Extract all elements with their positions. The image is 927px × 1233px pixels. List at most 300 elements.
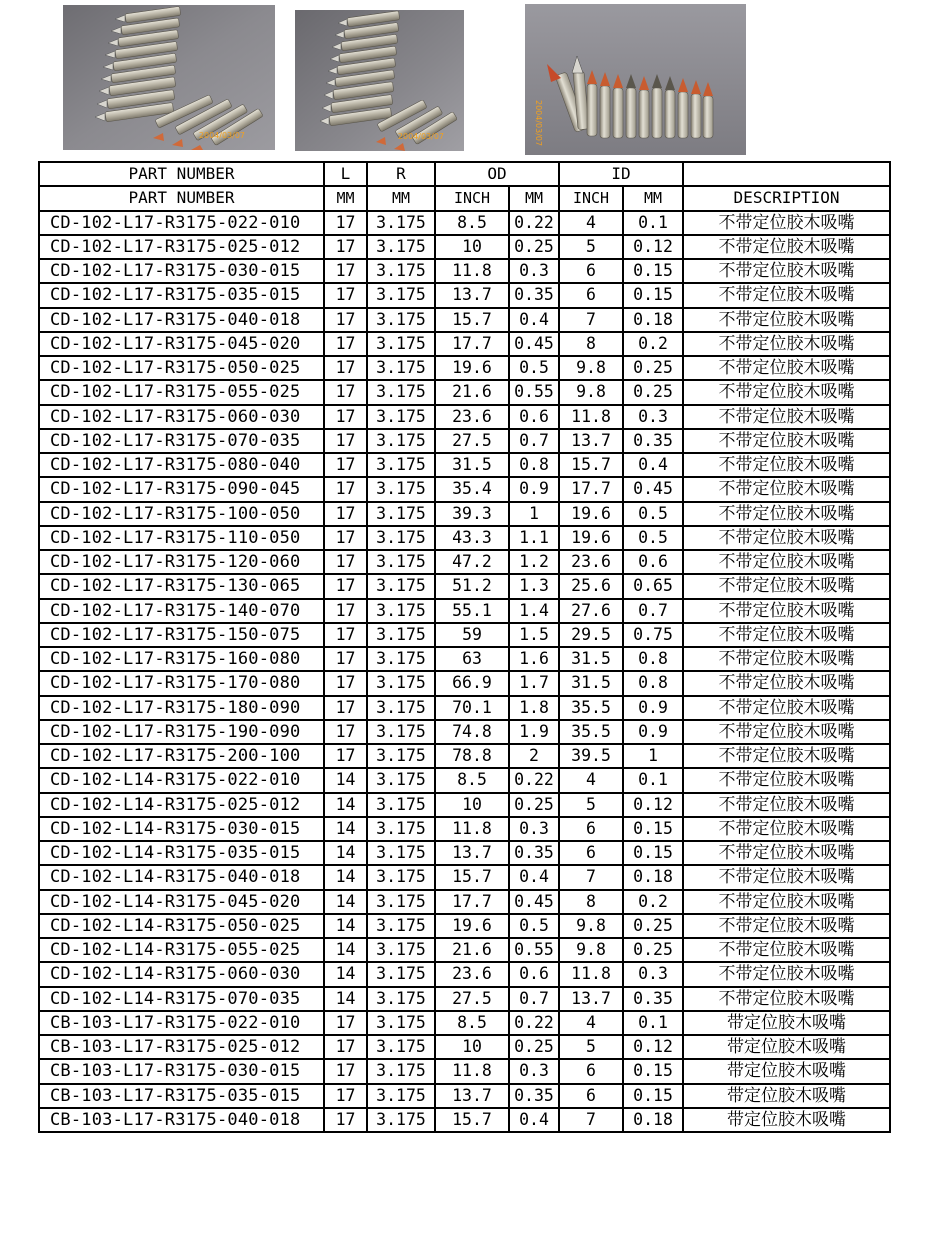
od-mm-cell: 0.55 [509, 380, 559, 404]
length-cell: 17 [324, 744, 367, 768]
r-cell: 3.175 [367, 1035, 435, 1059]
od-inch-cell: 15.7 [435, 308, 509, 332]
part-number-cell: CD-102-L17-R3175-070-035 [39, 429, 324, 453]
part-number-cell: CD-102-L14-R3175-050-025 [39, 914, 324, 938]
length-cell: 17 [324, 211, 367, 235]
description-cell: 不带定位胶木吸嘴 [683, 405, 890, 429]
header-description: DESCRIPTION [683, 186, 890, 210]
table-row [39, 502, 890, 526]
r-cell: 3.175 [367, 696, 435, 720]
r-cell: 3.175 [367, 380, 435, 404]
header-part-number: PART NUMBER [39, 162, 324, 186]
id-mm-cell: 0.3 [623, 962, 683, 986]
photo-nozzles-graphic [525, 4, 746, 155]
header-od-inch: INCH [435, 186, 509, 210]
part-number-cell: CD-102-L17-R3175-025-012 [39, 235, 324, 259]
id-inch-cell: 9.8 [559, 380, 623, 404]
id-inch-cell: 23.6 [559, 550, 623, 574]
length-cell: 17 [324, 1059, 367, 1083]
part-number-cell: CD-102-L17-R3175-140-070 [39, 599, 324, 623]
description-cell: 不带定位胶木吸嘴 [683, 477, 890, 501]
id-mm-cell: 0.2 [623, 332, 683, 356]
r-cell: 3.175 [367, 623, 435, 647]
product-photo-nozzles-closeup [295, 10, 464, 151]
r-cell: 3.175 [367, 720, 435, 744]
description-cell: 不带定位胶木吸嘴 [683, 865, 890, 889]
description-cell: 不带定位胶木吸嘴 [683, 380, 890, 404]
parts-table-body [39, 162, 890, 1132]
table-row [39, 259, 890, 283]
id-inch-cell: 19.6 [559, 502, 623, 526]
table-row [39, 696, 890, 720]
length-cell: 17 [324, 405, 367, 429]
header-id-inch: INCH [559, 186, 623, 210]
length-cell: 17 [324, 671, 367, 695]
od-mm-cell: 0.22 [509, 211, 559, 235]
r-cell: 3.175 [367, 938, 435, 962]
r-cell: 3.175 [367, 1108, 435, 1132]
od-inch-cell: 66.9 [435, 671, 509, 695]
id-inch-cell: 13.7 [559, 429, 623, 453]
description-cell: 不带定位胶木吸嘴 [683, 841, 890, 865]
id-mm-cell: 0.1 [623, 768, 683, 792]
length-cell: 14 [324, 962, 367, 986]
description-cell: 不带定位胶木吸嘴 [683, 429, 890, 453]
part-number-cell: CD-102-L17-R3175-160-080 [39, 647, 324, 671]
id-mm-cell: 0.25 [623, 356, 683, 380]
od-mm-cell: 1.8 [509, 696, 559, 720]
r-cell: 3.175 [367, 356, 435, 380]
od-mm-cell: 0.4 [509, 1108, 559, 1132]
part-number-cell: CD-102-L17-R3175-080-040 [39, 453, 324, 477]
id-mm-cell: 0.65 [623, 574, 683, 598]
id-inch-cell: 6 [559, 1084, 623, 1108]
r-cell: 3.175 [367, 502, 435, 526]
id-inch-cell: 19.6 [559, 526, 623, 550]
od-mm-cell: 0.3 [509, 259, 559, 283]
table-row [39, 453, 890, 477]
od-inch-cell: 13.7 [435, 283, 509, 307]
od-inch-cell: 10 [435, 235, 509, 259]
photo-nozzles-graphic [295, 10, 464, 151]
header-l: L [324, 162, 367, 186]
od-mm-cell: 2 [509, 744, 559, 768]
description-cell: 不带定位胶木吸嘴 [683, 768, 890, 792]
length-cell: 14 [324, 914, 367, 938]
table-row [39, 1108, 890, 1132]
od-mm-cell: 0.8 [509, 453, 559, 477]
od-mm-cell: 1.4 [509, 599, 559, 623]
table-row [39, 405, 890, 429]
od-inch-cell: 10 [435, 793, 509, 817]
description-cell: 不带定位胶木吸嘴 [683, 938, 890, 962]
description-cell: 不带定位胶木吸嘴 [683, 962, 890, 986]
part-number-cell: CD-102-L14-R3175-035-015 [39, 841, 324, 865]
length-cell: 17 [324, 696, 367, 720]
id-inch-cell: 7 [559, 865, 623, 889]
id-mm-cell: 0.6 [623, 550, 683, 574]
od-mm-cell: 0.25 [509, 793, 559, 817]
part-number-cell: CB-103-L17-R3175-035-015 [39, 1084, 324, 1108]
r-cell: 3.175 [367, 841, 435, 865]
part-number-cell: CD-102-L14-R3175-022-010 [39, 768, 324, 792]
id-mm-cell: 0.25 [623, 938, 683, 962]
id-inch-cell: 5 [559, 235, 623, 259]
length-cell: 17 [324, 502, 367, 526]
id-inch-cell: 5 [559, 1035, 623, 1059]
description-cell: 带定位胶木吸嘴 [683, 1035, 890, 1059]
table-row [39, 744, 890, 768]
id-mm-cell: 0.35 [623, 429, 683, 453]
table-row [39, 526, 890, 550]
id-inch-cell: 8 [559, 890, 623, 914]
od-mm-cell: 1.1 [509, 526, 559, 550]
od-inch-cell: 19.6 [435, 356, 509, 380]
r-cell: 3.175 [367, 308, 435, 332]
r-cell: 3.175 [367, 914, 435, 938]
id-inch-cell: 9.8 [559, 938, 623, 962]
id-mm-cell: 0.15 [623, 283, 683, 307]
id-mm-cell: 1 [623, 744, 683, 768]
r-cell: 3.175 [367, 987, 435, 1011]
id-mm-cell: 0.12 [623, 235, 683, 259]
length-cell: 14 [324, 938, 367, 962]
od-mm-cell: 0.6 [509, 405, 559, 429]
length-cell: 14 [324, 987, 367, 1011]
length-cell: 17 [324, 308, 367, 332]
od-inch-cell: 8.5 [435, 211, 509, 235]
id-mm-cell: 0.25 [623, 380, 683, 404]
length-cell: 17 [324, 1108, 367, 1132]
length-cell: 17 [324, 356, 367, 380]
product-photo-nozzles-l-shape [63, 5, 275, 150]
part-number-cell: CB-103-L17-R3175-022-010 [39, 1011, 324, 1035]
r-cell: 3.175 [367, 1084, 435, 1108]
id-inch-cell: 15.7 [559, 453, 623, 477]
od-mm-cell: 0.4 [509, 308, 559, 332]
od-inch-cell: 27.5 [435, 987, 509, 1011]
description-cell: 不带定位胶木吸嘴 [683, 356, 890, 380]
r-cell: 3.175 [367, 259, 435, 283]
part-number-cell: CB-103-L17-R3175-030-015 [39, 1059, 324, 1083]
description-cell: 不带定位胶木吸嘴 [683, 671, 890, 695]
od-mm-cell: 1.9 [509, 720, 559, 744]
id-inch-cell: 4 [559, 768, 623, 792]
r-cell: 3.175 [367, 453, 435, 477]
table-row [39, 380, 890, 404]
od-mm-cell: 0.5 [509, 914, 559, 938]
r-cell: 3.175 [367, 477, 435, 501]
table-row [39, 550, 890, 574]
od-inch-cell: 23.6 [435, 962, 509, 986]
table-row [39, 768, 890, 792]
id-inch-cell: 11.8 [559, 962, 623, 986]
od-mm-cell: 0.6 [509, 962, 559, 986]
description-cell: 不带定位胶木吸嘴 [683, 914, 890, 938]
table-row [39, 308, 890, 332]
id-mm-cell: 0.3 [623, 405, 683, 429]
part-number-cell: CD-102-L14-R3175-040-018 [39, 865, 324, 889]
od-mm-cell: 0.45 [509, 332, 559, 356]
r-cell: 3.175 [367, 235, 435, 259]
id-inch-cell: 9.8 [559, 914, 623, 938]
od-mm-cell: 1.3 [509, 574, 559, 598]
od-inch-cell: 47.2 [435, 550, 509, 574]
description-cell: 不带定位胶木吸嘴 [683, 502, 890, 526]
table-row [39, 938, 890, 962]
od-mm-cell: 1.6 [509, 647, 559, 671]
od-mm-cell: 0.7 [509, 987, 559, 1011]
od-inch-cell: 11.8 [435, 1059, 509, 1083]
part-number-cell: CB-103-L17-R3175-040-018 [39, 1108, 324, 1132]
part-number-cell: CD-102-L14-R3175-045-020 [39, 890, 324, 914]
r-cell: 3.175 [367, 890, 435, 914]
od-mm-cell: 0.22 [509, 1011, 559, 1035]
part-number-cell: CD-102-L17-R3175-200-100 [39, 744, 324, 768]
table-row [39, 356, 890, 380]
length-cell: 17 [324, 1084, 367, 1108]
id-mm-cell: 0.15 [623, 841, 683, 865]
description-cell: 带定位胶木吸嘴 [683, 1059, 890, 1083]
length-cell: 17 [324, 259, 367, 283]
table-row [39, 623, 890, 647]
table-row [39, 647, 890, 671]
id-mm-cell: 0.15 [623, 817, 683, 841]
table-row [39, 1059, 890, 1083]
part-number-cell: CD-102-L14-R3175-025-012 [39, 793, 324, 817]
part-number-cell: CD-102-L17-R3175-100-050 [39, 502, 324, 526]
part-number-cell: CD-102-L17-R3175-060-030 [39, 405, 324, 429]
id-inch-cell: 7 [559, 308, 623, 332]
part-number-cell: CD-102-L14-R3175-060-030 [39, 962, 324, 986]
od-inch-cell: 13.7 [435, 1084, 509, 1108]
table-row [39, 865, 890, 889]
length-cell: 17 [324, 453, 367, 477]
id-mm-cell: 0.15 [623, 1084, 683, 1108]
table-row [39, 962, 890, 986]
od-mm-cell: 1 [509, 502, 559, 526]
id-inch-cell: 31.5 [559, 671, 623, 695]
part-number-cell: CD-102-L17-R3175-170-080 [39, 671, 324, 695]
od-mm-cell: 0.55 [509, 938, 559, 962]
r-cell: 3.175 [367, 599, 435, 623]
id-mm-cell: 0.9 [623, 720, 683, 744]
od-inch-cell: 55.1 [435, 599, 509, 623]
length-cell: 17 [324, 283, 367, 307]
length-cell: 17 [324, 429, 367, 453]
id-mm-cell: 0.9 [623, 696, 683, 720]
od-mm-cell: 1.7 [509, 671, 559, 695]
id-inch-cell: 8 [559, 332, 623, 356]
od-mm-cell: 0.25 [509, 235, 559, 259]
id-inch-cell: 6 [559, 283, 623, 307]
length-cell: 17 [324, 526, 367, 550]
description-cell: 不带定位胶木吸嘴 [683, 235, 890, 259]
description-cell: 不带定位胶木吸嘴 [683, 574, 890, 598]
id-inch-cell: 7 [559, 1108, 623, 1132]
description-cell: 不带定位胶木吸嘴 [683, 817, 890, 841]
od-mm-cell: 0.7 [509, 429, 559, 453]
od-inch-cell: 39.3 [435, 502, 509, 526]
od-inch-cell: 43.3 [435, 526, 509, 550]
photo-date-stamp: 2004/03/07 [534, 100, 543, 147]
description-cell: 带定位胶木吸嘴 [683, 1108, 890, 1132]
part-number-cell: CD-102-L17-R3175-090-045 [39, 477, 324, 501]
part-number-cell: CD-102-L14-R3175-055-025 [39, 938, 324, 962]
part-number-cell: CD-102-L14-R3175-070-035 [39, 987, 324, 1011]
od-inch-cell: 11.8 [435, 259, 509, 283]
table-row [39, 477, 890, 501]
product-photo-nozzles-row [525, 4, 746, 155]
description-cell: 不带定位胶木吸嘴 [683, 259, 890, 283]
description-cell: 不带定位胶木吸嘴 [683, 550, 890, 574]
od-inch-cell: 21.6 [435, 938, 509, 962]
od-inch-cell: 21.6 [435, 380, 509, 404]
parts-table [38, 161, 891, 1133]
table-row [39, 817, 890, 841]
length-cell: 14 [324, 793, 367, 817]
part-number-cell: CD-102-L17-R3175-022-010 [39, 211, 324, 235]
od-mm-cell: 0.45 [509, 890, 559, 914]
id-inch-cell: 31.5 [559, 647, 623, 671]
length-cell: 17 [324, 599, 367, 623]
od-inch-cell: 35.4 [435, 477, 509, 501]
length-cell: 17 [324, 1035, 367, 1059]
r-cell: 3.175 [367, 865, 435, 889]
part-number-cell: CD-102-L17-R3175-180-090 [39, 696, 324, 720]
table-row [39, 987, 890, 1011]
id-inch-cell: 6 [559, 817, 623, 841]
od-inch-cell: 59 [435, 623, 509, 647]
od-inch-cell: 17.7 [435, 890, 509, 914]
id-mm-cell: 0.5 [623, 502, 683, 526]
table-row [39, 1035, 890, 1059]
length-cell: 17 [324, 647, 367, 671]
od-mm-cell: 0.5 [509, 356, 559, 380]
part-number-cell: CD-102-L14-R3175-030-015 [39, 817, 324, 841]
header-od: OD [435, 162, 559, 186]
r-cell: 3.175 [367, 283, 435, 307]
length-cell: 14 [324, 841, 367, 865]
table-row [39, 720, 890, 744]
id-inch-cell: 27.6 [559, 599, 623, 623]
length-cell: 17 [324, 380, 367, 404]
id-inch-cell: 35.5 [559, 720, 623, 744]
table-row [39, 841, 890, 865]
id-inch-cell: 13.7 [559, 987, 623, 1011]
length-cell: 17 [324, 550, 367, 574]
r-cell: 3.175 [367, 793, 435, 817]
table-row [39, 914, 890, 938]
id-mm-cell: 0.1 [623, 1011, 683, 1035]
od-inch-cell: 31.5 [435, 453, 509, 477]
od-inch-cell: 19.6 [435, 914, 509, 938]
id-inch-cell: 9.8 [559, 356, 623, 380]
od-mm-cell: 0.25 [509, 1035, 559, 1059]
description-cell: 不带定位胶木吸嘴 [683, 647, 890, 671]
r-cell: 3.175 [367, 817, 435, 841]
r-cell: 3.175 [367, 429, 435, 453]
id-mm-cell: 0.1 [623, 211, 683, 235]
r-cell: 3.175 [367, 647, 435, 671]
id-mm-cell: 0.35 [623, 987, 683, 1011]
id-inch-cell: 29.5 [559, 623, 623, 647]
length-cell: 14 [324, 890, 367, 914]
od-inch-cell: 10 [435, 1035, 509, 1059]
table-row [39, 890, 890, 914]
description-cell: 不带定位胶木吸嘴 [683, 720, 890, 744]
part-number-cell: CD-102-L17-R3175-150-075 [39, 623, 324, 647]
header-od-mm: MM [509, 186, 559, 210]
od-inch-cell: 17.7 [435, 332, 509, 356]
id-inch-cell: 4 [559, 1011, 623, 1035]
r-cell: 3.175 [367, 526, 435, 550]
od-mm-cell: 0.9 [509, 477, 559, 501]
length-cell: 17 [324, 477, 367, 501]
id-mm-cell: 0.45 [623, 477, 683, 501]
r-cell: 3.175 [367, 1011, 435, 1035]
table-row [39, 1084, 890, 1108]
header-row-1 [39, 162, 890, 186]
od-inch-cell: 78.8 [435, 744, 509, 768]
description-cell: 不带定位胶木吸嘴 [683, 332, 890, 356]
description-cell: 不带定位胶木吸嘴 [683, 211, 890, 235]
table-row [39, 793, 890, 817]
id-inch-cell: 25.6 [559, 574, 623, 598]
table-row [39, 332, 890, 356]
length-cell: 17 [324, 1011, 367, 1035]
description-cell: 不带定位胶木吸嘴 [683, 623, 890, 647]
id-mm-cell: 0.8 [623, 671, 683, 695]
table-row [39, 211, 890, 235]
description-cell: 不带定位胶木吸嘴 [683, 283, 890, 307]
r-cell: 3.175 [367, 211, 435, 235]
id-inch-cell: 35.5 [559, 696, 623, 720]
description-cell: 不带定位胶木吸嘴 [683, 890, 890, 914]
part-number-cell: CB-103-L17-R3175-025-012 [39, 1035, 324, 1059]
od-inch-cell: 8.5 [435, 768, 509, 792]
id-inch-cell: 4 [559, 211, 623, 235]
part-number-cell: CD-102-L17-R3175-040-018 [39, 308, 324, 332]
photo-date-stamp: 2004/03/07 [397, 132, 444, 141]
id-inch-cell: 6 [559, 259, 623, 283]
part-number-cell: CD-102-L17-R3175-055-025 [39, 380, 324, 404]
length-cell: 17 [324, 623, 367, 647]
photo-date-stamp: 2004/03/07 [198, 131, 245, 140]
r-cell: 3.175 [367, 744, 435, 768]
od-mm-cell: 1.2 [509, 550, 559, 574]
length-cell: 17 [324, 720, 367, 744]
r-cell: 3.175 [367, 574, 435, 598]
r-cell: 3.175 [367, 671, 435, 695]
od-inch-cell: 63 [435, 647, 509, 671]
part-number-cell: CD-102-L17-R3175-030-015 [39, 259, 324, 283]
description-cell: 带定位胶木吸嘴 [683, 1084, 890, 1108]
r-cell: 3.175 [367, 405, 435, 429]
od-inch-cell: 74.8 [435, 720, 509, 744]
od-mm-cell: 0.3 [509, 817, 559, 841]
table-row [39, 283, 890, 307]
od-inch-cell: 8.5 [435, 1011, 509, 1035]
header-r-unit: MM [367, 186, 435, 210]
description-cell: 不带定位胶木吸嘴 [683, 744, 890, 768]
header-part-number-sub: PART NUMBER [39, 186, 324, 210]
description-cell: 不带定位胶木吸嘴 [683, 793, 890, 817]
length-cell: 14 [324, 768, 367, 792]
od-mm-cell: 0.4 [509, 865, 559, 889]
id-mm-cell: 0.15 [623, 1059, 683, 1083]
od-inch-cell: 23.6 [435, 405, 509, 429]
